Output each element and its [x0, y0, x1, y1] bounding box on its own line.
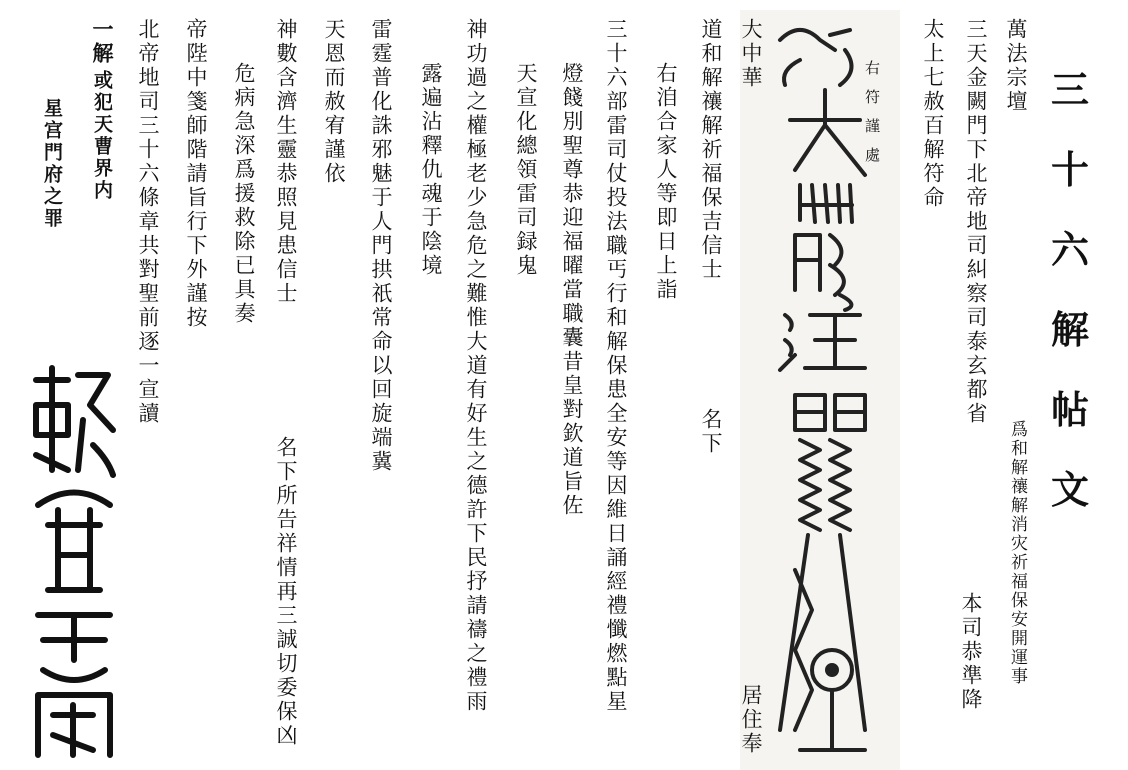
- text-column: 危病急深爲援救除已具奏: [232, 62, 256, 326]
- text-column: 燈餞別聖尊恭迎福曜當職囊昔皇對欽道旨佐: [560, 62, 584, 518]
- text-column: 天宣化總領雷司録鬼: [514, 62, 538, 278]
- text-column: 雷霆普化誅邪魅于人門拱祇常命以回旋端冀: [369, 18, 393, 474]
- resolution-line-1: 或犯天曹界内: [91, 70, 113, 202]
- text-column: 名下: [699, 408, 723, 456]
- text-column: 大中華: [739, 18, 763, 90]
- title-char: 解: [1050, 307, 1089, 352]
- purpose-note: 爲和解禳解消灾祈福保安開運事: [1007, 420, 1027, 686]
- text-column: 帝陛中箋師階請旨行下外謹按: [184, 18, 208, 330]
- text-column: 萬法宗壇: [1004, 18, 1028, 114]
- office-note: 本司恭準降: [959, 592, 983, 712]
- text-column: 三天金闕門下北帝地司糾察司泰玄都省: [964, 18, 988, 426]
- seal-stamp: [28, 360, 120, 760]
- resolution-label: 一解: [90, 18, 115, 66]
- text-column: 北帝地司三十六條章共對聖前逐一宣讀: [136, 18, 160, 426]
- text-column: 天恩而赦宥謹依: [322, 18, 346, 186]
- text-column: 神功過之權極老少急危之難惟大道有好生之德許下民抒請禱之禮雨: [464, 18, 488, 714]
- resolution-line-2: 星宫門府之罪: [41, 98, 63, 230]
- title-char: 三: [1050, 67, 1089, 112]
- text-column: 右洎合家人等即日上詣: [654, 62, 678, 302]
- document-title: [1040, 50, 1100, 530]
- text-column: 太上七赦百解符命: [921, 18, 945, 210]
- title-char: 十: [1050, 147, 1089, 192]
- text-column: 神數含濟生靈恭照見患信士: [274, 18, 298, 306]
- text-column: 三十六部雷司仗投法職丐行和解保患全安等因維日誦經禮懺燃點星: [604, 18, 628, 714]
- title-char: 文: [1050, 467, 1089, 512]
- text-column: 居住奉: [739, 684, 763, 756]
- text-column: 道和解禳解祈福保吉信士: [699, 18, 723, 282]
- title-char: 六: [1050, 227, 1089, 272]
- seal-glyph: [28, 360, 120, 760]
- text-column: 露遍沾釋仇魂于陰境: [419, 62, 443, 278]
- title-char: 帖: [1050, 387, 1089, 432]
- text-column: 名下所告祥情再三誠切委保凶: [274, 436, 298, 748]
- talisman-side-note: 右符謹處: [863, 60, 881, 176]
